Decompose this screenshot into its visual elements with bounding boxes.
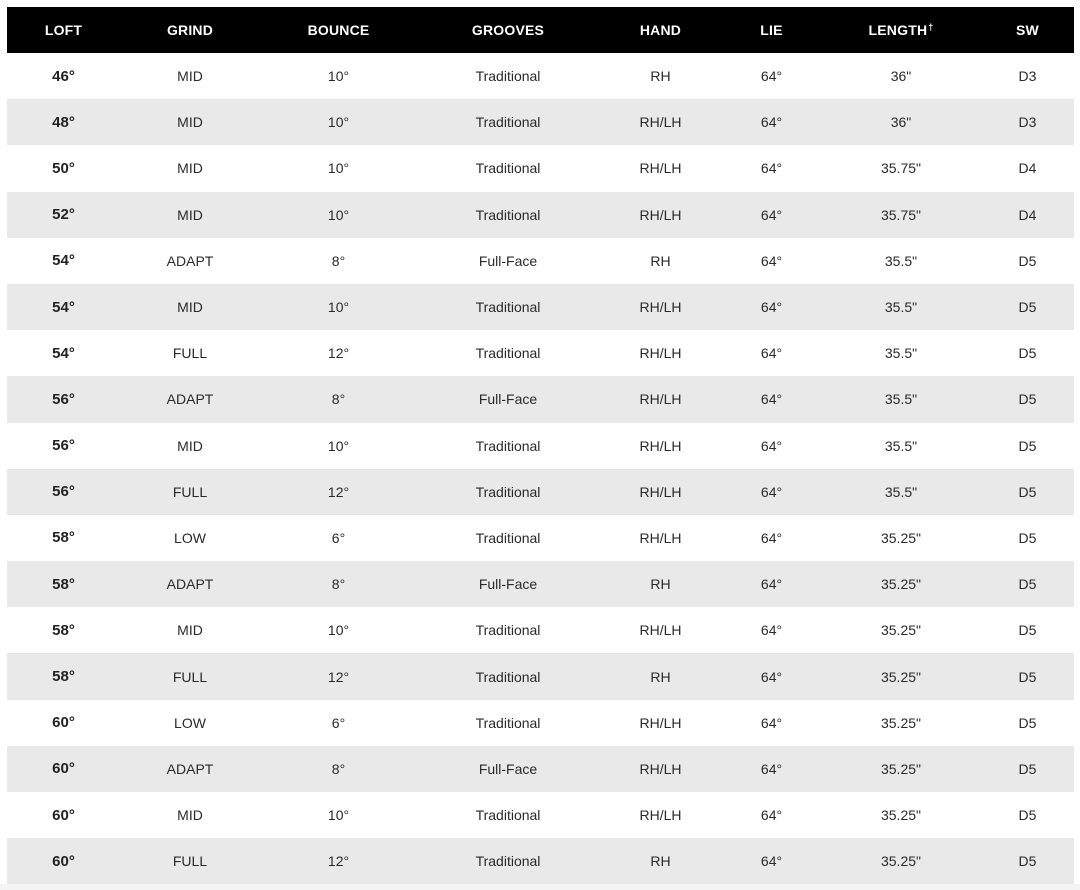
cell-grind: FULL xyxy=(172,853,208,870)
cell-lie: 64° xyxy=(760,299,783,316)
cell-loft: 54° xyxy=(52,252,75,270)
cell-length: 35.5" xyxy=(884,437,918,454)
cell-hand: RH/LH xyxy=(639,483,682,500)
cell-loft: 56° xyxy=(52,483,75,501)
cell-length: 35.25" xyxy=(880,668,921,685)
cell-sw: D5 xyxy=(1018,345,1037,362)
cell-grooves: Full-Face xyxy=(478,760,538,777)
cell-bounce: 8° xyxy=(331,391,346,408)
cell-sw: D5 xyxy=(1018,483,1037,500)
cell-hand: RH xyxy=(650,576,671,593)
cell-grind: ADAPT xyxy=(166,576,214,593)
cell-grooves: Full-Face xyxy=(478,391,538,408)
cell-loft: 54° xyxy=(52,298,75,316)
cell-lie: 64° xyxy=(760,576,783,593)
table-row xyxy=(7,838,1074,884)
cell-bounce: 10° xyxy=(327,206,350,223)
cell-loft: 60° xyxy=(52,806,75,824)
cell-loft: 58° xyxy=(52,668,75,686)
cell-length: 35.25" xyxy=(880,853,921,870)
cell-grooves: Traditional xyxy=(475,529,541,546)
table-row xyxy=(7,192,1074,238)
cell-grooves: Traditional xyxy=(475,437,541,454)
cell-grind: MID xyxy=(177,206,203,223)
table-row xyxy=(7,238,1074,284)
cell-sw: D5 xyxy=(1018,853,1037,870)
cell-grind: MID xyxy=(177,68,203,85)
cell-hand: RH/LH xyxy=(639,714,682,731)
table-row xyxy=(7,53,1074,99)
cell-lie: 64° xyxy=(760,529,783,546)
cell-length: 35.5" xyxy=(884,391,918,408)
table-row xyxy=(7,515,1074,561)
cell-length: 35.25" xyxy=(880,622,921,639)
cell-lie: 64° xyxy=(760,252,783,269)
cell-bounce: 12° xyxy=(327,668,350,685)
cell-sw: D5 xyxy=(1018,760,1037,777)
cell-loft: 52° xyxy=(52,206,75,224)
cell-bounce: 12° xyxy=(327,483,350,500)
cell-sw: D5 xyxy=(1018,391,1037,408)
cell-grooves: Traditional xyxy=(475,68,541,85)
cell-hand: RH/LH xyxy=(639,206,682,223)
cell-length: 35.25" xyxy=(880,529,921,546)
cell-lie: 64° xyxy=(760,483,783,500)
table-row xyxy=(7,561,1074,607)
header-lie: LIE xyxy=(760,22,783,38)
cell-grooves: Traditional xyxy=(475,622,541,639)
cell-hand: RH/LH xyxy=(639,437,682,454)
cell-lie: 64° xyxy=(760,437,783,454)
cell-length: 35.25" xyxy=(880,576,921,593)
table-row xyxy=(7,145,1074,191)
table-body xyxy=(7,53,1074,884)
cell-sw: D3 xyxy=(1018,114,1037,131)
cell-length: 35.75" xyxy=(880,206,921,223)
cell-sw: D4 xyxy=(1018,206,1037,223)
cell-lie: 64° xyxy=(760,714,783,731)
cell-sw: D5 xyxy=(1018,252,1037,269)
cell-grind: ADAPT xyxy=(166,391,214,408)
table-row xyxy=(7,99,1074,145)
cell-grooves: Traditional xyxy=(475,668,541,685)
cell-length: 36" xyxy=(890,114,912,131)
cell-grooves: Traditional xyxy=(475,483,541,500)
cell-hand: RH xyxy=(650,668,671,685)
cell-hand: RH xyxy=(650,252,671,269)
header-hand: HAND xyxy=(639,22,682,38)
cell-length: 35.5" xyxy=(884,252,918,269)
table-row xyxy=(7,700,1074,746)
cell-bounce: 8° xyxy=(331,760,346,777)
cell-lie: 64° xyxy=(760,622,783,639)
cell-sw: D5 xyxy=(1018,299,1037,316)
cell-bounce: 8° xyxy=(331,252,346,269)
cell-hand: RH/LH xyxy=(639,160,682,177)
cell-grind: MID xyxy=(177,622,203,639)
header-length-label: LENGTH xyxy=(868,22,928,38)
cell-grind: ADAPT xyxy=(166,760,214,777)
cell-lie: 64° xyxy=(760,114,783,131)
cell-grind: FULL xyxy=(172,483,208,500)
cell-lie: 64° xyxy=(760,206,783,223)
cell-length: 35.75" xyxy=(880,160,921,177)
cell-sw: D5 xyxy=(1018,622,1037,639)
cell-loft: 60° xyxy=(52,760,75,778)
cell-loft: 48° xyxy=(52,113,75,131)
cell-bounce: 6° xyxy=(331,529,346,546)
bottom-divider xyxy=(0,884,1080,890)
cell-grooves: Traditional xyxy=(475,807,541,824)
cell-grooves: Traditional xyxy=(475,114,541,131)
cell-hand: RH/LH xyxy=(639,299,682,316)
table-row xyxy=(7,792,1074,838)
cell-grind: FULL xyxy=(172,668,208,685)
table-row xyxy=(7,284,1074,330)
cell-lie: 64° xyxy=(760,391,783,408)
specs-table-container xyxy=(7,7,1074,884)
cell-hand: RH/LH xyxy=(639,114,682,131)
cell-grooves: Traditional xyxy=(475,160,541,177)
header-grooves: GROOVES xyxy=(471,22,545,38)
cell-bounce: 10° xyxy=(327,299,350,316)
cell-loft: 58° xyxy=(52,529,75,547)
cell-hand: RH/LH xyxy=(639,345,682,362)
cell-loft: 58° xyxy=(52,621,75,639)
cell-sw: D5 xyxy=(1018,714,1037,731)
cell-bounce: 12° xyxy=(327,853,350,870)
table-row xyxy=(7,423,1074,469)
cell-loft: 46° xyxy=(52,67,75,85)
cell-sw: D5 xyxy=(1018,807,1037,824)
cell-grind: MID xyxy=(177,437,203,454)
cell-length: 35.5" xyxy=(884,345,918,362)
cell-bounce: 6° xyxy=(331,714,346,731)
cell-length: 35.25" xyxy=(880,807,921,824)
cell-grooves: Traditional xyxy=(475,714,541,731)
cell-hand: RH/LH xyxy=(639,529,682,546)
cell-length: 36" xyxy=(890,68,912,85)
cell-loft: 58° xyxy=(52,575,75,593)
header-sw: SW xyxy=(1016,22,1039,38)
cell-loft: 50° xyxy=(52,159,75,177)
cell-grind: MID xyxy=(177,114,203,131)
cell-length: 35.25" xyxy=(880,760,921,777)
cell-lie: 64° xyxy=(760,160,783,177)
header-row xyxy=(7,7,1074,53)
cell-grind: LOW xyxy=(174,529,206,546)
cell-sw: D4 xyxy=(1018,160,1037,177)
cell-grind: LOW xyxy=(174,714,206,731)
cell-loft: 60° xyxy=(52,714,75,732)
cell-length: 35.5" xyxy=(884,299,918,316)
cell-grind: ADAPT xyxy=(166,252,214,269)
cell-grooves: Full-Face xyxy=(478,576,538,593)
cell-grind: MID xyxy=(177,807,203,824)
cell-grooves: Traditional xyxy=(475,299,541,316)
cell-sw: D5 xyxy=(1018,437,1037,454)
table-row xyxy=(7,330,1074,376)
cell-grooves: Traditional xyxy=(475,206,541,223)
cell-grind: FULL xyxy=(172,345,208,362)
cell-loft: 60° xyxy=(52,852,75,870)
header-length-dagger: † xyxy=(928,22,934,32)
cell-bounce: 10° xyxy=(327,807,350,824)
cell-lie: 64° xyxy=(760,760,783,777)
cell-grind: MID xyxy=(177,160,203,177)
cell-bounce: 10° xyxy=(327,437,350,454)
cell-hand: RH xyxy=(650,68,671,85)
cell-hand: RH/LH xyxy=(639,760,682,777)
cell-lie: 64° xyxy=(760,68,783,85)
cell-grooves: Traditional xyxy=(475,853,541,870)
cell-lie: 64° xyxy=(760,853,783,870)
cell-bounce: 8° xyxy=(331,576,346,593)
header-grind: GRIND xyxy=(166,22,214,38)
cell-grooves: Traditional xyxy=(475,345,541,362)
cell-lie: 64° xyxy=(760,345,783,362)
cell-bounce: 10° xyxy=(327,68,350,85)
header-loft: LOFT xyxy=(44,22,83,38)
cell-grind: MID xyxy=(177,299,203,316)
cell-loft: 54° xyxy=(52,344,75,362)
cell-lie: 64° xyxy=(760,668,783,685)
cell-bounce: 10° xyxy=(327,622,350,639)
cell-hand: RH/LH xyxy=(639,622,682,639)
cell-loft: 56° xyxy=(52,437,75,455)
header-bounce: BOUNCE xyxy=(307,22,370,38)
cell-sw: D5 xyxy=(1018,668,1037,685)
cell-bounce: 10° xyxy=(327,114,350,131)
table-row xyxy=(7,469,1074,515)
table-header xyxy=(7,7,1074,53)
table-row xyxy=(7,376,1074,422)
cell-lie: 64° xyxy=(760,807,783,824)
table-row xyxy=(7,746,1074,792)
cell-length: 35.25" xyxy=(880,714,921,731)
cell-sw: D3 xyxy=(1018,68,1037,85)
cell-grooves: Full-Face xyxy=(478,252,538,269)
cell-sw: D5 xyxy=(1018,529,1037,546)
cell-bounce: 10° xyxy=(327,160,350,177)
cell-sw: D5 xyxy=(1018,576,1037,593)
header-length xyxy=(821,7,981,53)
cell-loft: 56° xyxy=(52,390,75,408)
cell-hand: RH/LH xyxy=(639,807,682,824)
cell-length: 35.5" xyxy=(884,483,918,500)
table-row xyxy=(7,607,1074,653)
cell-bounce: 12° xyxy=(327,345,350,362)
cell-hand: RH/LH xyxy=(639,391,682,408)
specs-table xyxy=(7,7,1074,884)
cell-hand: RH xyxy=(650,853,671,870)
table-row xyxy=(7,653,1074,699)
